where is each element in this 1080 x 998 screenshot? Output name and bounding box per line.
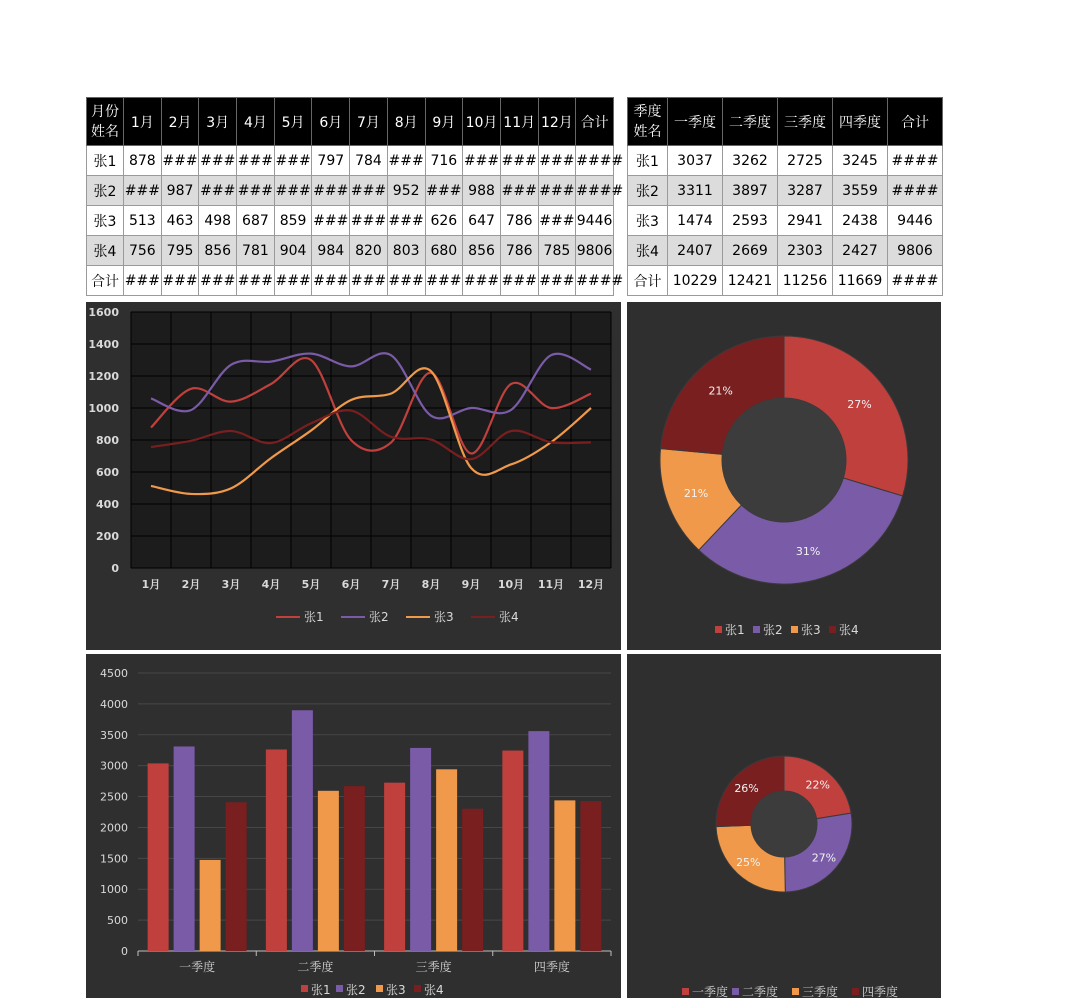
legend-swatch — [715, 626, 722, 633]
table-cell: ### — [463, 146, 501, 176]
table-cell: ### — [312, 176, 350, 206]
x-tick-label: 3月 — [221, 578, 241, 591]
y-tick-label: 4500 — [100, 667, 128, 680]
table-cell: 786 — [500, 206, 538, 236]
column-header: 四季度 — [833, 98, 888, 146]
x-tick-label: 4月 — [261, 578, 281, 591]
table-cell: ### — [425, 176, 463, 206]
bar-张1 — [502, 751, 523, 951]
x-tick-label: 8月 — [421, 578, 441, 591]
table-cell: 687 — [237, 206, 275, 236]
row-name-cell: 张2 — [628, 176, 668, 206]
column-header: 1月 — [124, 98, 162, 146]
legend-label: 张3 — [434, 610, 454, 624]
x-tick-label: 5月 — [301, 578, 321, 591]
column-header: 2月 — [161, 98, 199, 146]
table-cell: 781 — [237, 236, 275, 266]
table-cell: ### — [500, 146, 538, 176]
monthly-header-row — [87, 98, 614, 146]
percent-label: 21% — [708, 384, 733, 398]
x-tick-label: 11月 — [537, 578, 565, 591]
table-cell: #### — [576, 266, 614, 296]
y-tick-label: 800 — [96, 434, 119, 447]
legend-label: 张1 — [725, 623, 745, 637]
y-tick-label: 3500 — [100, 728, 128, 742]
table-cell: 716 — [425, 146, 463, 176]
table-cell: ### — [312, 266, 350, 296]
table-cell: #### — [888, 266, 943, 296]
table-cell: ### — [538, 146, 576, 176]
table-cell: 3311 — [668, 176, 723, 206]
bar-张2 — [174, 746, 195, 951]
legend-swatch — [852, 988, 859, 995]
legend-swatch — [732, 988, 739, 995]
table-cell: 3037 — [668, 146, 723, 176]
table-row — [628, 176, 943, 206]
y-tick-label: 400 — [96, 498, 119, 511]
column-header: 7月 — [350, 98, 388, 146]
column-header: 二季度 — [723, 98, 778, 146]
table-cell: ### — [199, 146, 237, 176]
table-cell: 856 — [463, 236, 501, 266]
table-cell: 626 — [425, 206, 463, 236]
legend-swatch — [753, 626, 760, 633]
percent-label: 27% — [847, 398, 872, 412]
legend-label: 张2 — [369, 610, 389, 624]
table-cell: 856 — [199, 236, 237, 266]
table-cell: 756 — [124, 236, 162, 266]
table-cell: 2407 — [668, 236, 723, 266]
column-header: 合计 — [576, 98, 614, 146]
column-header: 合计 — [888, 98, 943, 146]
table-cell: 2669 — [723, 236, 778, 266]
table-cell: 11669 — [833, 266, 888, 296]
quarter-corner-header — [628, 98, 668, 146]
table-cell: 10229 — [668, 266, 723, 296]
table-cell: ### — [274, 176, 312, 206]
table-row — [87, 266, 614, 296]
table-cell: 795 — [161, 236, 199, 266]
corner-name-label: 姓名 — [633, 123, 662, 140]
table-cell: 11256 — [778, 266, 833, 296]
bar-张1 — [384, 783, 405, 951]
table-cell: 3262 — [723, 146, 778, 176]
table-cell: 988 — [463, 176, 501, 206]
table-cell: ### — [350, 266, 388, 296]
y-tick-label: 1400 — [88, 338, 119, 351]
table-cell: 9446 — [576, 206, 614, 236]
donut-chart-svg — [627, 654, 941, 998]
legend-label: 三季度 — [802, 985, 839, 998]
table-cell: 2725 — [778, 146, 833, 176]
table-cell: ### — [500, 176, 538, 206]
x-tick-label: 三季度 — [415, 960, 452, 974]
corner-month-label: 月份 — [91, 103, 119, 120]
table-cell: #### — [576, 146, 614, 176]
table-cell: 803 — [387, 236, 425, 266]
row-name-cell: 合计 — [628, 266, 668, 296]
row-name-cell: 张3 — [628, 206, 668, 236]
legend-swatch — [792, 988, 799, 995]
quarterly-sales-table — [627, 97, 943, 296]
monthly-line-chart — [86, 302, 621, 650]
table-cell: 820 — [350, 236, 388, 266]
row-name-cell: 张1 — [87, 146, 124, 176]
x-tick-label: 10月 — [497, 578, 525, 591]
y-tick-label: 500 — [107, 914, 128, 928]
bar-张2 — [292, 710, 313, 951]
table-cell: ### — [161, 146, 199, 176]
table-row — [628, 236, 943, 266]
table-cell: ### — [538, 266, 576, 296]
table-cell: 3245 — [833, 146, 888, 176]
table-cell: 9446 — [888, 206, 943, 236]
column-header: 3月 — [199, 98, 237, 146]
table-cell: 859 — [274, 206, 312, 236]
bar-张4 — [580, 801, 601, 951]
legend-swatch — [336, 985, 343, 992]
q1-donut-chart — [627, 302, 941, 650]
table-cell: 784 — [350, 146, 388, 176]
legend-label: 二季度 — [742, 985, 779, 998]
bar-张3 — [200, 860, 221, 951]
table-cell: 952 — [387, 176, 425, 206]
table-row — [87, 146, 614, 176]
table-cell: 797 — [312, 146, 350, 176]
table-cell: ### — [199, 266, 237, 296]
table-cell: 2593 — [723, 206, 778, 236]
column-header: 10月 — [463, 98, 501, 146]
table-cell: 12421 — [723, 266, 778, 296]
table-cell: ### — [387, 206, 425, 236]
table-cell: ### — [350, 176, 388, 206]
percent-label: 22% — [805, 778, 830, 792]
y-tick-label: 0 — [111, 562, 119, 575]
donut-hole — [722, 398, 846, 522]
x-tick-label: 1月 — [141, 578, 161, 591]
corner-quarter-label: 季度 — [633, 103, 662, 120]
row-name-cell: 张4 — [87, 236, 124, 266]
quarterly-header-row — [628, 98, 943, 146]
x-tick-label: 7月 — [381, 578, 401, 591]
legend-swatch — [376, 985, 383, 992]
table-cell: 984 — [312, 236, 350, 266]
y-tick-label: 2500 — [100, 790, 128, 804]
table-cell: 3897 — [723, 176, 778, 206]
column-header: 6月 — [312, 98, 350, 146]
percent-label: 26% — [734, 781, 759, 795]
bar-张1 — [266, 749, 287, 951]
bar-张3 — [318, 791, 339, 951]
table-cell: ### — [161, 266, 199, 296]
legend-label: 一季度 — [692, 985, 729, 998]
y-tick-label: 4000 — [100, 697, 128, 711]
quarter-total-donut-chart — [627, 654, 941, 998]
legend-label: 张2 — [346, 983, 366, 997]
legend-swatch — [682, 988, 689, 995]
table-cell: 987 — [161, 176, 199, 206]
legend-label: 张4 — [839, 623, 859, 637]
column-header: 11月 — [500, 98, 538, 146]
bar-chart-svg — [86, 654, 621, 998]
table-cell: 2427 — [833, 236, 888, 266]
table-cell: 785 — [538, 236, 576, 266]
table-cell: 9806 — [576, 236, 614, 266]
table-cell: 2941 — [778, 206, 833, 236]
column-header: 三季度 — [778, 98, 833, 146]
table-cell: 3559 — [833, 176, 888, 206]
row-name-cell: 张1 — [628, 146, 668, 176]
legend-swatch — [829, 626, 836, 633]
table-cell: ### — [274, 146, 312, 176]
table-cell: 878 — [124, 146, 162, 176]
bar-张4 — [344, 786, 365, 951]
x-tick-label: 2月 — [181, 578, 201, 591]
donut-chart-svg — [627, 302, 941, 650]
legend-label: 四季度 — [862, 985, 899, 998]
legend-label: 张1 — [304, 610, 324, 624]
y-tick-label: 1600 — [88, 306, 119, 319]
legend-label: 张4 — [499, 610, 519, 624]
bar-张2 — [410, 748, 431, 951]
y-tick-label: 3000 — [100, 759, 128, 773]
y-tick-label: 600 — [96, 466, 119, 479]
table-row — [628, 206, 943, 236]
column-header: 12月 — [538, 98, 576, 146]
table-cell: ### — [237, 266, 275, 296]
bar-张1 — [148, 763, 169, 951]
table-row — [87, 206, 614, 236]
y-tick-label: 1500 — [100, 852, 128, 866]
row-name-cell: 张4 — [628, 236, 668, 266]
y-tick-label: 0 — [121, 945, 128, 958]
table-cell: #### — [888, 176, 943, 206]
legend-swatch — [791, 626, 798, 633]
table-cell: ### — [387, 266, 425, 296]
y-tick-label: 1200 — [88, 370, 119, 383]
column-header: 8月 — [387, 98, 425, 146]
legend-label: 张2 — [763, 623, 783, 637]
monthly-corner-header — [87, 98, 124, 146]
table-cell: 786 — [500, 236, 538, 266]
table-cell: ### — [500, 266, 538, 296]
table-cell: ### — [124, 266, 162, 296]
table-cell: 9806 — [888, 236, 943, 266]
row-name-cell: 张3 — [87, 206, 124, 236]
legend-swatch — [301, 985, 308, 992]
monthly-sales-table — [86, 97, 624, 296]
bar-张3 — [436, 769, 457, 951]
table-cell: ### — [237, 176, 275, 206]
column-header: 一季度 — [668, 98, 723, 146]
table-cell: ### — [463, 266, 501, 296]
legend-label: 张1 — [311, 983, 331, 997]
x-tick-label: 四季度 — [533, 960, 570, 974]
table-cell: 647 — [463, 206, 501, 236]
table-cell: 904 — [274, 236, 312, 266]
bar-张4 — [462, 809, 483, 951]
y-tick-label: 1000 — [100, 883, 128, 897]
table-row — [87, 236, 614, 266]
x-tick-label: 一季度 — [179, 960, 216, 974]
table-row — [87, 176, 614, 206]
line-chart-svg — [86, 302, 621, 650]
percent-label: 31% — [795, 544, 821, 558]
corner-name-label: 姓名 — [91, 123, 119, 140]
column-header: 9月 — [425, 98, 463, 146]
bar-张4 — [226, 802, 247, 951]
table-row — [628, 146, 943, 176]
table-cell: ### — [124, 176, 162, 206]
row-name-cell: 合计 — [87, 266, 124, 296]
table-cell: 2303 — [778, 236, 833, 266]
x-tick-label: 二季度 — [297, 960, 334, 974]
table-cell: ### — [350, 206, 388, 236]
y-tick-label: 2000 — [100, 821, 128, 835]
y-tick-label: 200 — [96, 530, 119, 543]
legend-label: 张4 — [424, 983, 444, 997]
x-tick-label: 9月 — [461, 578, 481, 591]
x-tick-label: 6月 — [341, 578, 361, 591]
x-tick-label: 12月 — [577, 578, 605, 591]
table-cell: 3287 — [778, 176, 833, 206]
legend-label: 张3 — [801, 623, 821, 637]
table-cell: ### — [312, 206, 350, 236]
table-cell: 498 — [199, 206, 237, 236]
table-cell: 680 — [425, 236, 463, 266]
column-header: 4月 — [237, 98, 275, 146]
table-cell: ### — [425, 266, 463, 296]
percent-label: 27% — [811, 851, 837, 865]
table-cell: 463 — [161, 206, 199, 236]
legend-label: 张3 — [386, 983, 406, 997]
table-cell: ### — [237, 146, 275, 176]
table-cell: ### — [538, 206, 576, 236]
quarterly-bar-chart — [86, 654, 621, 998]
column-header: 5月 — [274, 98, 312, 146]
table-cell: 1474 — [668, 206, 723, 236]
bar-张2 — [528, 731, 549, 951]
y-tick-label: 1000 — [88, 402, 119, 415]
percent-label: 21% — [683, 487, 709, 501]
table-cell: ### — [199, 176, 237, 206]
table-cell: 2438 — [833, 206, 888, 236]
donut-hole — [751, 791, 817, 857]
percent-label: 25% — [736, 855, 761, 869]
table-cell: 513 — [124, 206, 162, 236]
row-name-cell: 张2 — [87, 176, 124, 206]
table-cell: ### — [387, 146, 425, 176]
table-cell: ### — [274, 266, 312, 296]
table-cell: #### — [888, 146, 943, 176]
table-row — [628, 266, 943, 296]
legend-swatch — [414, 985, 421, 992]
table-cell: #### — [576, 176, 614, 206]
bar-张3 — [554, 800, 575, 951]
table-cell: ### — [538, 176, 576, 206]
